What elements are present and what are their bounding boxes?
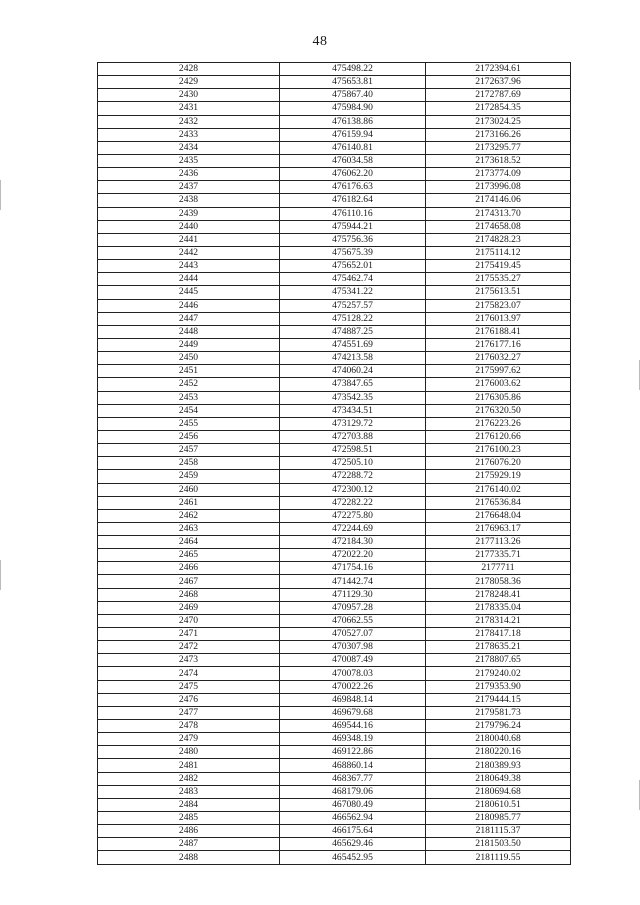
y-coordinate-cell: 2175613.51 bbox=[426, 286, 571, 299]
point-number-cell: 2443 bbox=[98, 260, 280, 273]
table-row bbox=[98, 89, 571, 102]
y-coordinate-cell: 2178058.36 bbox=[426, 575, 571, 588]
table-row bbox=[98, 575, 571, 588]
table-row bbox=[98, 549, 571, 562]
x-coordinate-cell: 468179.06 bbox=[280, 785, 426, 798]
point-number-cell: 2465 bbox=[98, 549, 280, 562]
y-coordinate-cell: 2173166.26 bbox=[426, 128, 571, 141]
x-coordinate-cell: 470087.49 bbox=[280, 654, 426, 667]
y-coordinate-cell: 2176100.23 bbox=[426, 444, 571, 457]
y-coordinate-cell: 2176120.66 bbox=[426, 430, 571, 443]
point-number-cell: 2464 bbox=[98, 536, 280, 549]
table-row bbox=[98, 63, 571, 76]
table-row bbox=[98, 391, 571, 404]
y-coordinate-cell: 2175997.62 bbox=[426, 365, 571, 378]
point-number-cell: 2455 bbox=[98, 417, 280, 430]
point-number-cell: 2446 bbox=[98, 299, 280, 312]
point-number-cell: 2469 bbox=[98, 601, 280, 614]
x-coordinate-cell: 466175.64 bbox=[280, 825, 426, 838]
y-coordinate-cell: 2179581.73 bbox=[426, 706, 571, 719]
point-number-cell: 2447 bbox=[98, 312, 280, 325]
y-coordinate-cell: 2176648.04 bbox=[426, 509, 571, 522]
point-number-cell: 2440 bbox=[98, 220, 280, 233]
table-row bbox=[98, 207, 571, 220]
y-coordinate-cell: 2176320.50 bbox=[426, 404, 571, 417]
y-coordinate-cell: 2178314.21 bbox=[426, 614, 571, 627]
y-coordinate-cell: 2172787.69 bbox=[426, 89, 571, 102]
table-row bbox=[98, 588, 571, 601]
x-coordinate-cell: 473542.35 bbox=[280, 391, 426, 404]
y-coordinate-cell: 2173774.09 bbox=[426, 168, 571, 181]
left-margin-mark bbox=[0, 560, 1, 590]
y-coordinate-cell: 2178248.41 bbox=[426, 588, 571, 601]
x-coordinate-cell: 467080.49 bbox=[280, 798, 426, 811]
table-row bbox=[98, 115, 571, 128]
table-row bbox=[98, 430, 571, 443]
left-margin-mark bbox=[0, 180, 1, 210]
x-coordinate-cell: 470957.28 bbox=[280, 601, 426, 614]
point-number-cell: 2436 bbox=[98, 168, 280, 181]
y-coordinate-cell: 2175823.07 bbox=[426, 299, 571, 312]
x-coordinate-cell: 472275.80 bbox=[280, 509, 426, 522]
point-number-cell: 2429 bbox=[98, 76, 280, 89]
table-row bbox=[98, 720, 571, 733]
point-number-cell: 2466 bbox=[98, 562, 280, 575]
point-number-cell: 2454 bbox=[98, 404, 280, 417]
y-coordinate-cell: 2176188.41 bbox=[426, 325, 571, 338]
x-coordinate-cell: 472703.88 bbox=[280, 430, 426, 443]
x-coordinate-cell: 471129.30 bbox=[280, 588, 426, 601]
x-coordinate-cell: 469544.16 bbox=[280, 720, 426, 733]
table-row bbox=[98, 76, 571, 89]
point-number-cell: 2459 bbox=[98, 470, 280, 483]
y-coordinate-cell: 2172854.35 bbox=[426, 102, 571, 115]
y-coordinate-cell: 2172394.61 bbox=[426, 63, 571, 76]
table-row bbox=[98, 246, 571, 259]
table-row bbox=[98, 260, 571, 273]
y-coordinate-cell: 2174313.70 bbox=[426, 207, 571, 220]
point-number-cell: 2477 bbox=[98, 706, 280, 719]
point-number-cell: 2482 bbox=[98, 772, 280, 785]
x-coordinate-cell: 469679.68 bbox=[280, 706, 426, 719]
point-number-cell: 2476 bbox=[98, 693, 280, 706]
point-number-cell: 2468 bbox=[98, 588, 280, 601]
y-coordinate-cell: 2178417.18 bbox=[426, 628, 571, 641]
x-coordinate-cell: 476159.94 bbox=[280, 128, 426, 141]
table-row bbox=[98, 522, 571, 535]
point-number-cell: 2437 bbox=[98, 181, 280, 194]
table-row bbox=[98, 141, 571, 154]
point-number-cell: 2462 bbox=[98, 509, 280, 522]
table-row bbox=[98, 417, 571, 430]
table-row bbox=[98, 378, 571, 391]
x-coordinate-cell: 470307.98 bbox=[280, 641, 426, 654]
point-number-cell: 2431 bbox=[98, 102, 280, 115]
table-row bbox=[98, 102, 571, 115]
y-coordinate-cell: 2181115.37 bbox=[426, 825, 571, 838]
y-coordinate-cell: 2173024.25 bbox=[426, 115, 571, 128]
y-coordinate-cell: 2176177.16 bbox=[426, 338, 571, 351]
x-coordinate-cell: 476138.86 bbox=[280, 115, 426, 128]
point-number-cell: 2434 bbox=[98, 141, 280, 154]
x-coordinate-cell: 475653.81 bbox=[280, 76, 426, 89]
x-coordinate-cell: 476110.16 bbox=[280, 207, 426, 220]
table-row bbox=[98, 641, 571, 654]
x-coordinate-cell: 469122.86 bbox=[280, 746, 426, 759]
table-row bbox=[98, 273, 571, 286]
point-number-cell: 2471 bbox=[98, 628, 280, 641]
point-number-cell: 2450 bbox=[98, 352, 280, 365]
table-row bbox=[98, 365, 571, 378]
y-coordinate-cell: 2176140.02 bbox=[426, 483, 571, 496]
y-coordinate-cell: 2179796.24 bbox=[426, 720, 571, 733]
table-row bbox=[98, 825, 571, 838]
x-coordinate-cell: 475128.22 bbox=[280, 312, 426, 325]
x-coordinate-cell: 472300.12 bbox=[280, 483, 426, 496]
y-coordinate-cell: 2180040.68 bbox=[426, 733, 571, 746]
table-row bbox=[98, 286, 571, 299]
y-coordinate-cell: 2173295.77 bbox=[426, 141, 571, 154]
point-number-cell: 2479 bbox=[98, 733, 280, 746]
x-coordinate-cell: 471442.74 bbox=[280, 575, 426, 588]
y-coordinate-cell: 2180610.51 bbox=[426, 798, 571, 811]
x-coordinate-cell: 475652.01 bbox=[280, 260, 426, 273]
point-number-cell: 2448 bbox=[98, 325, 280, 338]
table-row bbox=[98, 181, 571, 194]
table-row bbox=[98, 496, 571, 509]
table-row bbox=[98, 798, 571, 811]
y-coordinate-cell: 2177113.26 bbox=[426, 536, 571, 549]
point-number-cell: 2428 bbox=[98, 63, 280, 76]
table-row bbox=[98, 772, 571, 785]
table-row bbox=[98, 168, 571, 181]
y-coordinate-cell: 2173618.52 bbox=[426, 154, 571, 167]
x-coordinate-cell: 476182.64 bbox=[280, 194, 426, 207]
x-coordinate-cell: 475756.36 bbox=[280, 233, 426, 246]
table-row bbox=[98, 851, 571, 864]
y-coordinate-cell: 2175114.12 bbox=[426, 246, 571, 259]
x-coordinate-cell: 472244.69 bbox=[280, 522, 426, 535]
x-coordinate-cell: 472598.51 bbox=[280, 444, 426, 457]
x-coordinate-cell: 470078.03 bbox=[280, 667, 426, 680]
table-row bbox=[98, 312, 571, 325]
y-coordinate-cell: 2178335.04 bbox=[426, 601, 571, 614]
point-number-cell: 2488 bbox=[98, 851, 280, 864]
y-coordinate-cell: 2176076.20 bbox=[426, 457, 571, 470]
y-coordinate-cell: 2181503.50 bbox=[426, 838, 571, 851]
x-coordinate-cell: 470022.26 bbox=[280, 680, 426, 693]
y-coordinate-cell: 2180694.68 bbox=[426, 785, 571, 798]
y-coordinate-cell: 2174146.06 bbox=[426, 194, 571, 207]
point-number-cell: 2452 bbox=[98, 378, 280, 391]
point-number-cell: 2467 bbox=[98, 575, 280, 588]
y-coordinate-cell: 2177711 bbox=[426, 562, 571, 575]
table-row bbox=[98, 220, 571, 233]
table-row bbox=[98, 654, 571, 667]
y-coordinate-cell: 2175419.45 bbox=[426, 260, 571, 273]
x-coordinate-cell: 472282.22 bbox=[280, 496, 426, 509]
table-row bbox=[98, 838, 571, 851]
table-row bbox=[98, 352, 571, 365]
point-number-cell: 2483 bbox=[98, 785, 280, 798]
table-row bbox=[98, 470, 571, 483]
point-number-cell: 2457 bbox=[98, 444, 280, 457]
y-coordinate-cell: 2181119.55 bbox=[426, 851, 571, 864]
x-coordinate-cell: 470527.07 bbox=[280, 628, 426, 641]
table-row bbox=[98, 509, 571, 522]
point-number-cell: 2442 bbox=[98, 246, 280, 259]
x-coordinate-cell: 474213.58 bbox=[280, 352, 426, 365]
x-coordinate-cell: 473847.65 bbox=[280, 378, 426, 391]
x-coordinate-cell: 473129.72 bbox=[280, 417, 426, 430]
point-number-cell: 2449 bbox=[98, 338, 280, 351]
x-coordinate-cell: 474551.69 bbox=[280, 338, 426, 351]
y-coordinate-cell: 2179240.02 bbox=[426, 667, 571, 680]
point-number-cell: 2453 bbox=[98, 391, 280, 404]
y-coordinate-cell: 2179444.15 bbox=[426, 693, 571, 706]
x-coordinate-cell: 470662.55 bbox=[280, 614, 426, 627]
x-coordinate-cell: 465629.46 bbox=[280, 838, 426, 851]
table-row bbox=[98, 536, 571, 549]
x-coordinate-cell: 472288.72 bbox=[280, 470, 426, 483]
table-row bbox=[98, 601, 571, 614]
table-row bbox=[98, 233, 571, 246]
y-coordinate-cell: 2180649.38 bbox=[426, 772, 571, 785]
x-coordinate-cell: 475341.22 bbox=[280, 286, 426, 299]
x-coordinate-cell: 468367.77 bbox=[280, 772, 426, 785]
y-coordinate-cell: 2172637.96 bbox=[426, 76, 571, 89]
y-coordinate-cell: 2180985.77 bbox=[426, 812, 571, 825]
x-coordinate-cell: 468860.14 bbox=[280, 759, 426, 772]
point-number-cell: 2472 bbox=[98, 641, 280, 654]
y-coordinate-cell: 2176536.84 bbox=[426, 496, 571, 509]
x-coordinate-cell: 475944.21 bbox=[280, 220, 426, 233]
x-coordinate-cell: 476140.81 bbox=[280, 141, 426, 154]
table-row bbox=[98, 128, 571, 141]
point-number-cell: 2475 bbox=[98, 680, 280, 693]
coordinates-table bbox=[97, 62, 571, 865]
point-number-cell: 2485 bbox=[98, 812, 280, 825]
point-number-cell: 2484 bbox=[98, 798, 280, 811]
point-number-cell: 2456 bbox=[98, 430, 280, 443]
y-coordinate-cell: 2177335.71 bbox=[426, 549, 571, 562]
x-coordinate-cell: 473434.51 bbox=[280, 404, 426, 417]
point-number-cell: 2438 bbox=[98, 194, 280, 207]
x-coordinate-cell: 474887.25 bbox=[280, 325, 426, 338]
table-row bbox=[98, 483, 571, 496]
x-coordinate-cell: 476176.63 bbox=[280, 181, 426, 194]
x-coordinate-cell: 472184.30 bbox=[280, 536, 426, 549]
table-row bbox=[98, 457, 571, 470]
table-row bbox=[98, 759, 571, 772]
table-row bbox=[98, 667, 571, 680]
point-number-cell: 2478 bbox=[98, 720, 280, 733]
x-coordinate-cell: 469348.19 bbox=[280, 733, 426, 746]
y-coordinate-cell: 2175535.27 bbox=[426, 273, 571, 286]
y-coordinate-cell: 2176013.97 bbox=[426, 312, 571, 325]
point-number-cell: 2432 bbox=[98, 115, 280, 128]
table-row bbox=[98, 154, 571, 167]
coordinates-table-body bbox=[98, 63, 571, 865]
point-number-cell: 2486 bbox=[98, 825, 280, 838]
y-coordinate-cell: 2176963.17 bbox=[426, 522, 571, 535]
table-row bbox=[98, 194, 571, 207]
table-row bbox=[98, 404, 571, 417]
point-number-cell: 2460 bbox=[98, 483, 280, 496]
y-coordinate-cell: 2175929.19 bbox=[426, 470, 571, 483]
table-row bbox=[98, 706, 571, 719]
point-number-cell: 2461 bbox=[98, 496, 280, 509]
x-coordinate-cell: 475257.57 bbox=[280, 299, 426, 312]
point-number-cell: 2435 bbox=[98, 154, 280, 167]
point-number-cell: 2473 bbox=[98, 654, 280, 667]
y-coordinate-cell: 2180220.16 bbox=[426, 746, 571, 759]
point-number-cell: 2458 bbox=[98, 457, 280, 470]
x-coordinate-cell: 474060.24 bbox=[280, 365, 426, 378]
point-number-cell: 2487 bbox=[98, 838, 280, 851]
point-number-cell: 2430 bbox=[98, 89, 280, 102]
y-coordinate-cell: 2178635.21 bbox=[426, 641, 571, 654]
table-row bbox=[98, 338, 571, 351]
point-number-cell: 2441 bbox=[98, 233, 280, 246]
x-coordinate-cell: 472022.20 bbox=[280, 549, 426, 562]
point-number-cell: 2474 bbox=[98, 667, 280, 680]
y-coordinate-cell: 2174828.23 bbox=[426, 233, 571, 246]
y-coordinate-cell: 2176223.26 bbox=[426, 417, 571, 430]
x-coordinate-cell: 471754.16 bbox=[280, 562, 426, 575]
y-coordinate-cell: 2173996.08 bbox=[426, 181, 571, 194]
point-number-cell: 2439 bbox=[98, 207, 280, 220]
table-row bbox=[98, 628, 571, 641]
table-row bbox=[98, 444, 571, 457]
y-coordinate-cell: 2178807.65 bbox=[426, 654, 571, 667]
y-coordinate-cell: 2180389.93 bbox=[426, 759, 571, 772]
y-coordinate-cell: 2176032.27 bbox=[426, 352, 571, 365]
x-coordinate-cell: 475867.40 bbox=[280, 89, 426, 102]
x-coordinate-cell: 476062.20 bbox=[280, 168, 426, 181]
table-row bbox=[98, 812, 571, 825]
x-coordinate-cell: 475462.74 bbox=[280, 273, 426, 286]
x-coordinate-cell: 475675.39 bbox=[280, 246, 426, 259]
point-number-cell: 2480 bbox=[98, 746, 280, 759]
y-coordinate-cell: 2176305.86 bbox=[426, 391, 571, 404]
y-coordinate-cell: 2174658.08 bbox=[426, 220, 571, 233]
y-coordinate-cell: 2179353.90 bbox=[426, 680, 571, 693]
x-coordinate-cell: 475498.22 bbox=[280, 63, 426, 76]
table-row bbox=[98, 614, 571, 627]
x-coordinate-cell: 475984.90 bbox=[280, 102, 426, 115]
y-coordinate-cell: 2176003.62 bbox=[426, 378, 571, 391]
table-row bbox=[98, 785, 571, 798]
point-number-cell: 2463 bbox=[98, 522, 280, 535]
table-row bbox=[98, 693, 571, 706]
x-coordinate-cell: 466562.94 bbox=[280, 812, 426, 825]
table-row bbox=[98, 299, 571, 312]
point-number-cell: 2433 bbox=[98, 128, 280, 141]
point-number-cell: 2481 bbox=[98, 759, 280, 772]
table-row bbox=[98, 733, 571, 746]
x-coordinate-cell: 472505.10 bbox=[280, 457, 426, 470]
point-number-cell: 2470 bbox=[98, 614, 280, 627]
page-number: 48 bbox=[312, 34, 328, 49]
table-row bbox=[98, 680, 571, 693]
table-row bbox=[98, 325, 571, 338]
x-coordinate-cell: 469848.14 bbox=[280, 693, 426, 706]
table-row bbox=[98, 562, 571, 575]
point-number-cell: 2444 bbox=[98, 273, 280, 286]
table-row bbox=[98, 746, 571, 759]
point-number-cell: 2445 bbox=[98, 286, 280, 299]
point-number-cell: 2451 bbox=[98, 365, 280, 378]
x-coordinate-cell: 476034.58 bbox=[280, 154, 426, 167]
x-coordinate-cell: 465452.95 bbox=[280, 851, 426, 864]
